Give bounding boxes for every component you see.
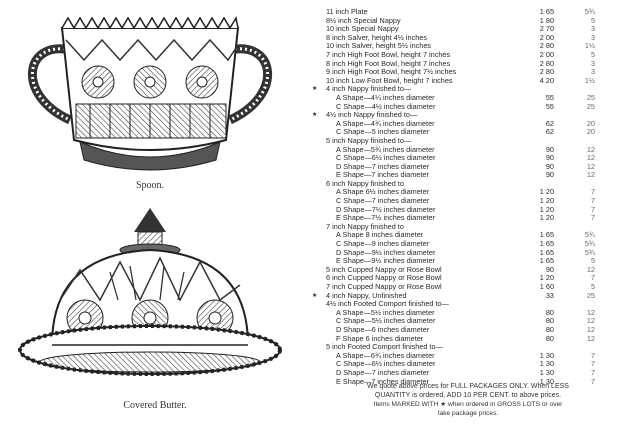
item-price: 80 (545, 316, 554, 326)
caption-spoon: Spoon. (135, 180, 165, 191)
item-quantity: 5¾ (584, 230, 595, 240)
item-price: 80 (545, 333, 554, 343)
item-description: E Shape—7 inches diameter (336, 376, 429, 386)
item-price: 1 20 (539, 213, 554, 223)
item-description: 10 inch Low Foot Bowl, height 7 inches (326, 75, 453, 85)
item-description: A Shape 6½ inches diameter (336, 187, 430, 197)
item-quantity: 5 (590, 282, 595, 291)
item-quantity: 20 (586, 118, 595, 128)
price-note-line3: Items MARKED WITH ★ when ordered in GROSS LOTS or over (373, 401, 563, 408)
price-note-line2: QUANTITY is ordered, ADD 10 PER CENT. to above prices. (374, 392, 562, 399)
item-quantity: 12 (586, 333, 595, 343)
item-quantity: 25 (586, 101, 595, 111)
item-description: 4 inch Nappy finished to— (326, 84, 412, 94)
item-description: F Shape 6 inches diameter (336, 333, 424, 343)
item-description: D Shape—7½ inches diameter (336, 204, 436, 214)
item-description: C Shape—4½ inches diameter (336, 101, 436, 111)
item-description: C Shape—6½ inches diameter (336, 359, 436, 369)
item-price: 1 20 (539, 204, 554, 214)
item-description: 10 inch Salver, height 5½ inches (326, 41, 432, 51)
item-quantity: 7 (590, 187, 595, 197)
price-list (300, 8, 620, 386)
item-quantity: 5 (590, 15, 595, 25)
item-price: 4 20 (539, 75, 554, 85)
item-price: 90 (545, 264, 554, 274)
item-price: 1 20 (539, 187, 554, 197)
item-description: 6 inch Nappy finished to (326, 178, 404, 188)
item-description: 7 inch High Foot Bowl, height 7 inches (326, 49, 451, 59)
item-price: 55 (545, 92, 554, 102)
item-price: 1 30 (539, 376, 554, 386)
item-description: E Shape—9½ inches diameter (336, 256, 435, 266)
item-price: 90 (545, 170, 554, 180)
item-price: 1 20 (539, 196, 554, 206)
item-price: 1 80 (539, 15, 554, 25)
item-description: 4 inch Nappy, Unfinished (326, 290, 407, 300)
star-marker-icon: ★ (312, 292, 318, 299)
item-description: 5 inch Cupped Nappy or Rose Bowl (326, 264, 442, 274)
item-quantity: 20 (586, 127, 595, 137)
price-note-line4: take package prices. (437, 410, 499, 417)
item-quantity: 12 (586, 161, 595, 171)
illustration-column (0, 0, 300, 436)
item-description: C Shape—7 inches diameter (336, 196, 430, 206)
item-quantity: 7 (590, 213, 595, 223)
item-description: 5 inch Footed Comport finished to— (326, 342, 443, 352)
item-quantity: 7 (590, 204, 595, 214)
item-description: D Shape—9½ inches diameter (336, 247, 436, 257)
item-description: 11 inch Plate (326, 7, 368, 16)
item-price: 1 65 (539, 7, 554, 16)
item-quantity: 1½ (584, 75, 595, 85)
item-quantity: 5¾ (584, 239, 595, 249)
item-description: D Shape—7 inches diameter (336, 367, 430, 377)
item-description: 6 inch Cupped Nappy or Rose Bowl (326, 273, 442, 283)
spoon-holder-image (32, 18, 267, 170)
item-quantity: 12 (586, 144, 595, 154)
item-price: 55 (545, 101, 554, 111)
item-description: A Shape—6¾ inches diameter (336, 350, 435, 360)
item-description: A Shape—5¾ inches diameter (336, 144, 435, 154)
item-description: 5 inch Nappy finished to— (326, 135, 412, 145)
item-quantity: 7 (590, 376, 595, 386)
item-price: 2 00 (539, 32, 554, 42)
item-price: 62 (545, 127, 554, 137)
item-quantity: 7 (590, 273, 595, 283)
item-price: 2 80 (539, 58, 554, 68)
item-quantity: 7 (590, 350, 595, 360)
item-quantity: 5 (590, 49, 595, 59)
item-description: 9 inch High Foot Bowl, height 7½ inches (326, 67, 457, 77)
item-quantity: 12 (586, 264, 595, 274)
item-quantity: 5¾ (584, 247, 595, 257)
star-marker-icon: ★ (312, 112, 318, 119)
item-description: 4½ inch Nappy finished to— (326, 110, 418, 120)
item-price: 90 (545, 153, 554, 163)
item-price: 1 65 (539, 247, 554, 257)
item-price: 1 65 (539, 256, 554, 266)
item-quantity: 5¾ (584, 7, 595, 16)
item-quantity: 7 (590, 359, 595, 369)
star-marker-icon: ★ (312, 86, 318, 93)
item-description: 7 inch Nappy finished to (326, 221, 404, 231)
item-quantity: 3 (590, 67, 595, 77)
item-price: 80 (545, 307, 554, 317)
item-description: 8 inch Salver, height 4½ inches (326, 32, 428, 42)
price-note (318, 382, 618, 418)
item-quantity: 3 (590, 24, 595, 34)
item-price: 1 30 (539, 367, 554, 377)
item-description: C Shape—6½ inches diameter (336, 153, 436, 163)
item-description: C Shape—5½ inches diameter (336, 316, 436, 326)
item-description: E Shape—7½ inches diameter (336, 213, 435, 223)
item-description: 10 inch Special Nappy (326, 24, 399, 34)
item-price: 2 00 (539, 49, 554, 59)
price-note-line1: We quote above prices for FULL PACKAGES ONLY. When LESS (367, 383, 569, 390)
item-quantity: 12 (586, 307, 595, 317)
item-quantity: 5 (590, 256, 595, 266)
item-price: 62 (545, 118, 554, 128)
item-price: 2 80 (539, 67, 554, 77)
item-quantity: 25 (586, 290, 595, 300)
item-price: 1 30 (539, 350, 554, 360)
item-price: 1 65 (539, 230, 554, 240)
item-description: C Shape—9 inches diameter (336, 239, 430, 249)
covered-butter-image (20, 208, 280, 374)
item-quantity: 3 (590, 32, 595, 42)
item-price: 90 (545, 161, 554, 171)
item-price: 33 (545, 290, 554, 300)
item-description: A Shape—5½ inches diameter (336, 307, 435, 317)
item-description: A Shape—4¾ inches diameter (336, 118, 435, 128)
item-price: 80 (545, 324, 554, 334)
item-price: 2 70 (539, 24, 554, 34)
item-description: C Shape—5 inches diameter (336, 127, 430, 137)
item-description: 7 inch Cupped Nappy or Rose Bowl (326, 282, 442, 291)
item-description: D Shape—6 inches diameter (336, 324, 430, 334)
item-quantity: 12 (586, 153, 595, 163)
item-quantity: 12 (586, 316, 595, 326)
item-quantity: 12 (586, 170, 595, 180)
item-price: 2 80 (539, 41, 554, 51)
item-price: 1 65 (539, 239, 554, 249)
item-quantity: 7 (590, 196, 595, 206)
item-description: A Shape 8 inches diameter (336, 230, 424, 240)
item-description: E Shape—7 inches diameter (336, 170, 429, 180)
item-description: D Shape—7 inches diameter (336, 161, 430, 171)
item-quantity: 25 (586, 92, 595, 102)
item-description: A Shape—4¼ inches diameter (336, 92, 435, 102)
item-quantity: 3 (590, 58, 595, 68)
item-description: 8½ inch Special Nappy (326, 15, 401, 25)
item-quantity: 1½ (584, 41, 595, 51)
glassware-illustrations (0, 0, 300, 436)
item-quantity: 7 (590, 367, 595, 377)
item-quantity: 12 (586, 324, 595, 334)
caption-covered-butter: Covered Butter. (123, 400, 187, 411)
item-description: 4½ inch Footed Comport finished to— (326, 299, 449, 309)
item-price: 90 (545, 144, 554, 154)
item-price: 1 20 (539, 273, 554, 283)
item-price: 1 60 (539, 282, 554, 291)
item-price: 1 30 (539, 359, 554, 369)
item-description: 8 inch High Foot Bowl, height 7 inches (326, 58, 451, 68)
